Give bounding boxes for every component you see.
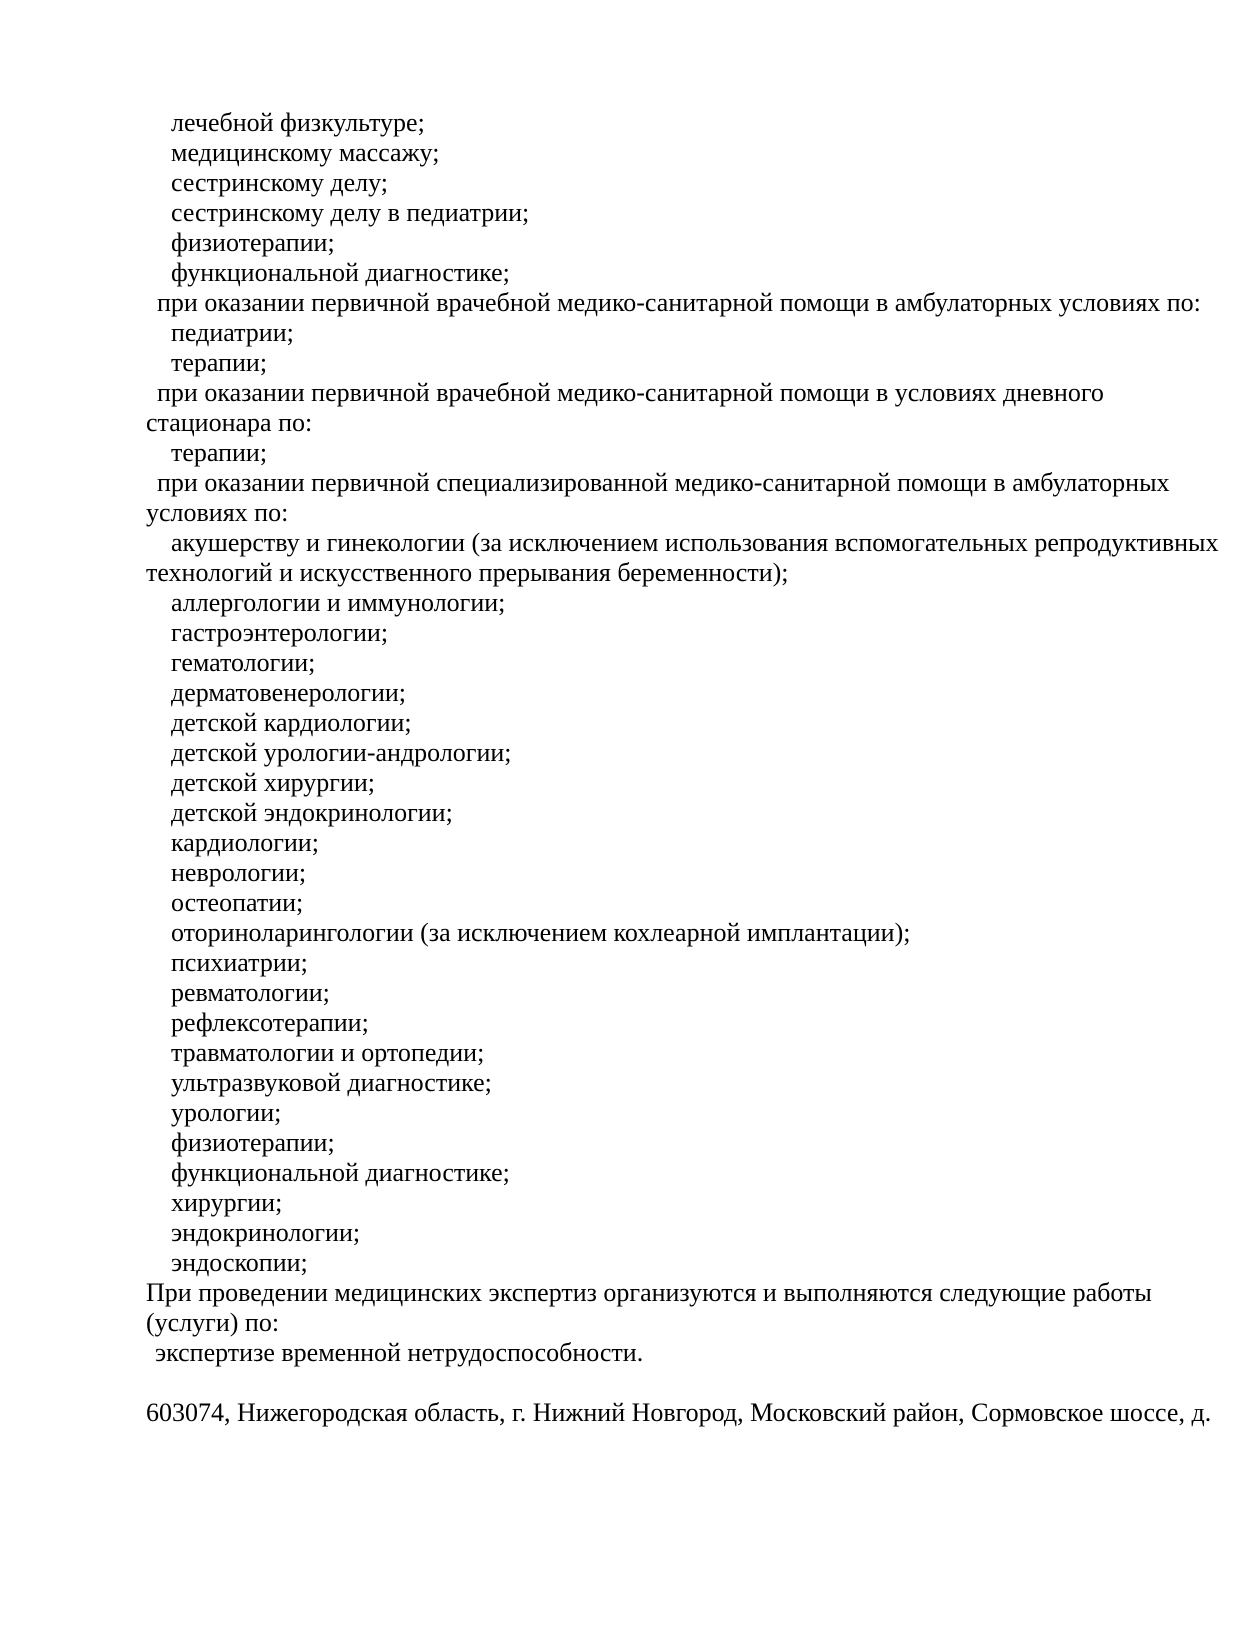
text-line: экспертизе временной нетрудоспособности. xyxy=(155,1338,644,1367)
text-line: неврологии; xyxy=(171,858,307,887)
text-line: физиотерапии; xyxy=(171,228,335,257)
text-line: детской хирургии; xyxy=(171,768,376,797)
license-activities-text xyxy=(146,108,1220,1428)
text-line: 603074, Нижегородская область, г. Нижний Новгород, Московский район, Сормовское шоссе, д. xyxy=(146,1398,1212,1427)
text-line: физиотерапии; xyxy=(171,1128,335,1157)
text-line: при оказании первичной врачебной медико-санитарной помощи в условиях дневного xyxy=(157,378,1104,407)
text-line: терапии; xyxy=(171,438,268,467)
text-line: эндоскопии; xyxy=(171,1248,308,1277)
text-line: детской эндокринологии; xyxy=(171,798,453,827)
text-line: стационара по: xyxy=(146,408,313,437)
text-line: (услуги) по: xyxy=(146,1308,280,1337)
text-line: детской кардиологии; xyxy=(171,708,412,737)
text-line: сестринскому делу; xyxy=(171,168,389,197)
text-line: остеопатии; xyxy=(171,888,304,917)
text-line: ультразвуковой диагностике; xyxy=(171,1068,492,1097)
text-line: дерматовенерологии; xyxy=(171,678,407,707)
text-line: сестринскому делу в педиатрии; xyxy=(171,198,530,227)
text-line: медицинскому массажу; xyxy=(171,138,440,167)
text-line: при оказании первичной специализированной медико-санитарной помощи в амбулаторных xyxy=(157,468,1170,497)
text-line: рефлексотерапии; xyxy=(171,1008,369,1037)
text-line: эндокринологии; xyxy=(171,1218,361,1247)
text-line: оториноларингологии (за исключением кохлеарной имплантации); xyxy=(171,918,911,947)
text-line: При проведении медицинских экспертиз организуются и выполняются следующие работы xyxy=(146,1278,1152,1307)
text-line: гематологии; xyxy=(171,648,316,677)
text-line: терапии; xyxy=(171,348,268,377)
text-line: хирургии; xyxy=(171,1188,283,1217)
text-line: психиатрии; xyxy=(171,948,308,977)
text-line: функциональной диагностике; xyxy=(171,258,510,287)
text-line: лечебной физкультуре; xyxy=(171,108,425,137)
blank-line xyxy=(146,1368,1220,1398)
text-line: акушерству и гинекологии (за исключением использования вспомогательных репродуктивных xyxy=(171,528,1219,557)
text-line: аллергологии и иммунологии; xyxy=(171,588,506,617)
text-line: условиях по: xyxy=(146,498,289,527)
text-line: технологий и искусственного прерывания беременности); xyxy=(146,558,789,587)
text-line: при оказании первичной врачебной медико-санитарной помощи в амбулаторных условиях по: xyxy=(157,288,1201,317)
text-line: урологии; xyxy=(171,1098,282,1127)
text-line: функциональной диагностике; xyxy=(171,1158,510,1187)
text-line: педиатрии; xyxy=(171,318,294,347)
text-line: детской урологии-андрологии; xyxy=(171,738,512,767)
text-line: травматологии и ортопедии; xyxy=(171,1038,485,1067)
text-line: гастроэнтерологии; xyxy=(171,618,389,647)
text-line: кардиологии; xyxy=(171,828,319,857)
text-line: ревматологии; xyxy=(171,978,330,1007)
